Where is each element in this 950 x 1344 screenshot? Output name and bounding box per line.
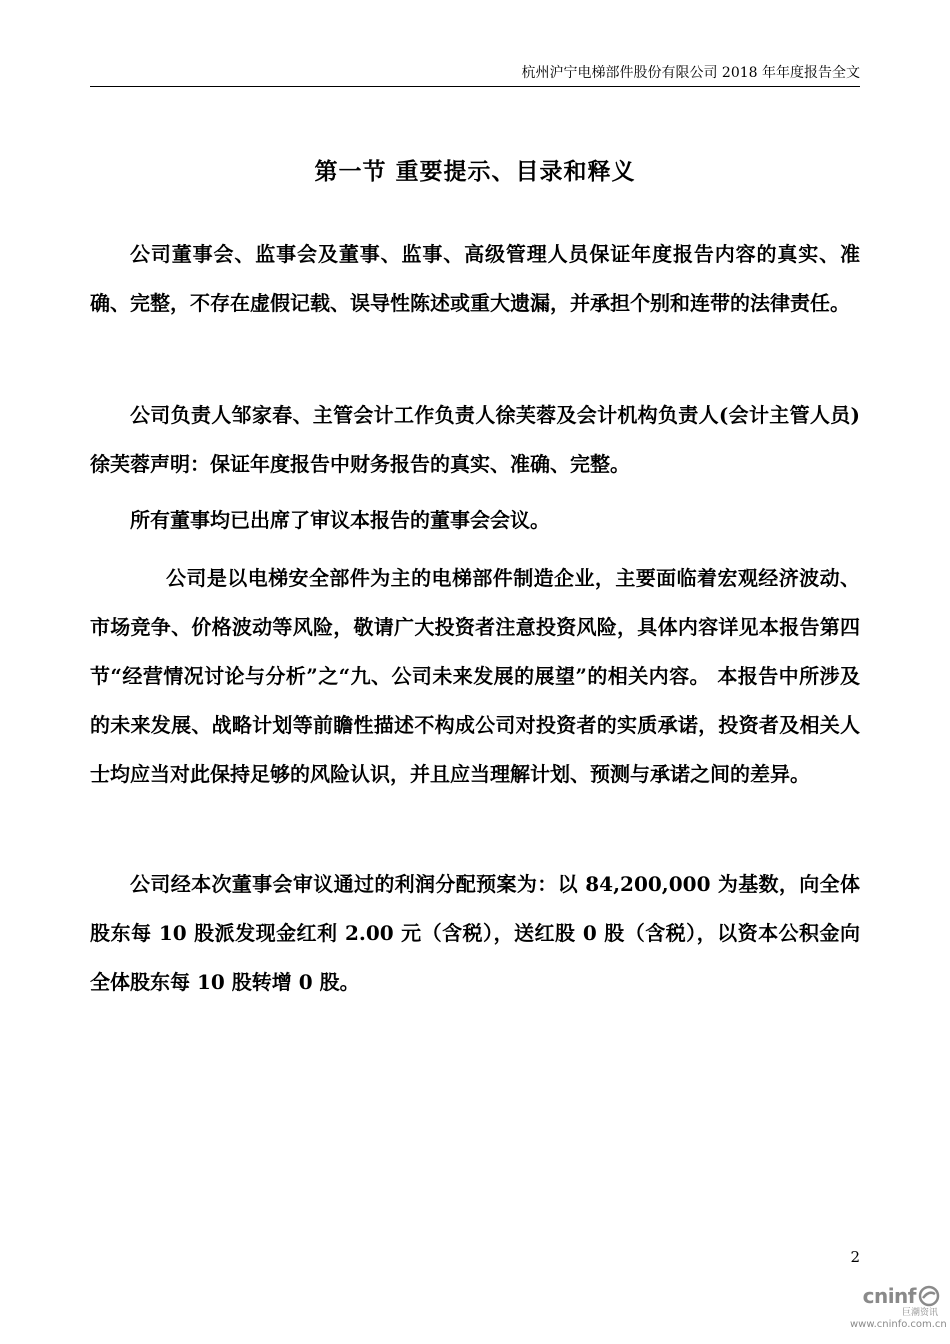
paragraph-responsible-persons: 公司负责人邹家春、主管会计工作负责人徐芙蓉及会计机构负责人(会计主管人员)徐芙蓉声明：保证年度报告中财务报告的真实、准确、完整。 <box>90 403 860 476</box>
paragraph-attendance: 所有董事均已出席了审议本报告的董事会会议。 <box>130 508 550 532</box>
page-number: 2 <box>850 1248 860 1266</box>
watermark <box>850 1284 947 1340</box>
watermark-url: www.cninfo.com.cn <box>850 1319 947 1330</box>
cninfo-logo-icon <box>918 1285 940 1307</box>
paragraph-risk-notice: 公司是以电梯安全部件为主的电梯部件制造企业，主要面临着宏观经济波动、市场竞争、价格波动等风险，敬请广大投资者注意投资风险，具体内容详见本报告第四节“经营情况讨论与分析”之“九、公司未来发展的展望”的相关内容。 本报告中所涉及的未来发展、战略计划等前瞻性描述不构成公司对投资者的实质承诺，投资者及相关人士均应当对此保持足够的风险认识，并且应当理解计划、预测与承诺之间的差异。 <box>90 566 860 786</box>
paragraph-board-guarantee: 公司董事会、监事会及董事、监事、高级管理人员保证年度报告内容的真实、准确、完整，不存在虚假记载、误导性陈述或重大遗漏，并承担个别和连带的法律责任。 <box>90 242 860 315</box>
section-title: 第一节 重要提示、目录和释义 <box>314 158 636 185</box>
watermark-chinese: 巨潮资讯 <box>901 1308 938 1318</box>
header-divider <box>90 86 860 87</box>
paragraph-profit-distribution: 公司经本次董事会审议通过的利润分配预案为：以 84,200,000 为基数，向全体股东每 10 股派发现金红利 2.00 元（含税），送红股 0 股（含税），以资本公积金向全体股东每 10 股转增 0 股。 <box>90 872 860 994</box>
running-header: 杭州沪宁电梯部件股份有限公司 2018 年年度报告全文 <box>521 65 860 81</box>
watermark-brand: cninf <box>862 1284 916 1308</box>
